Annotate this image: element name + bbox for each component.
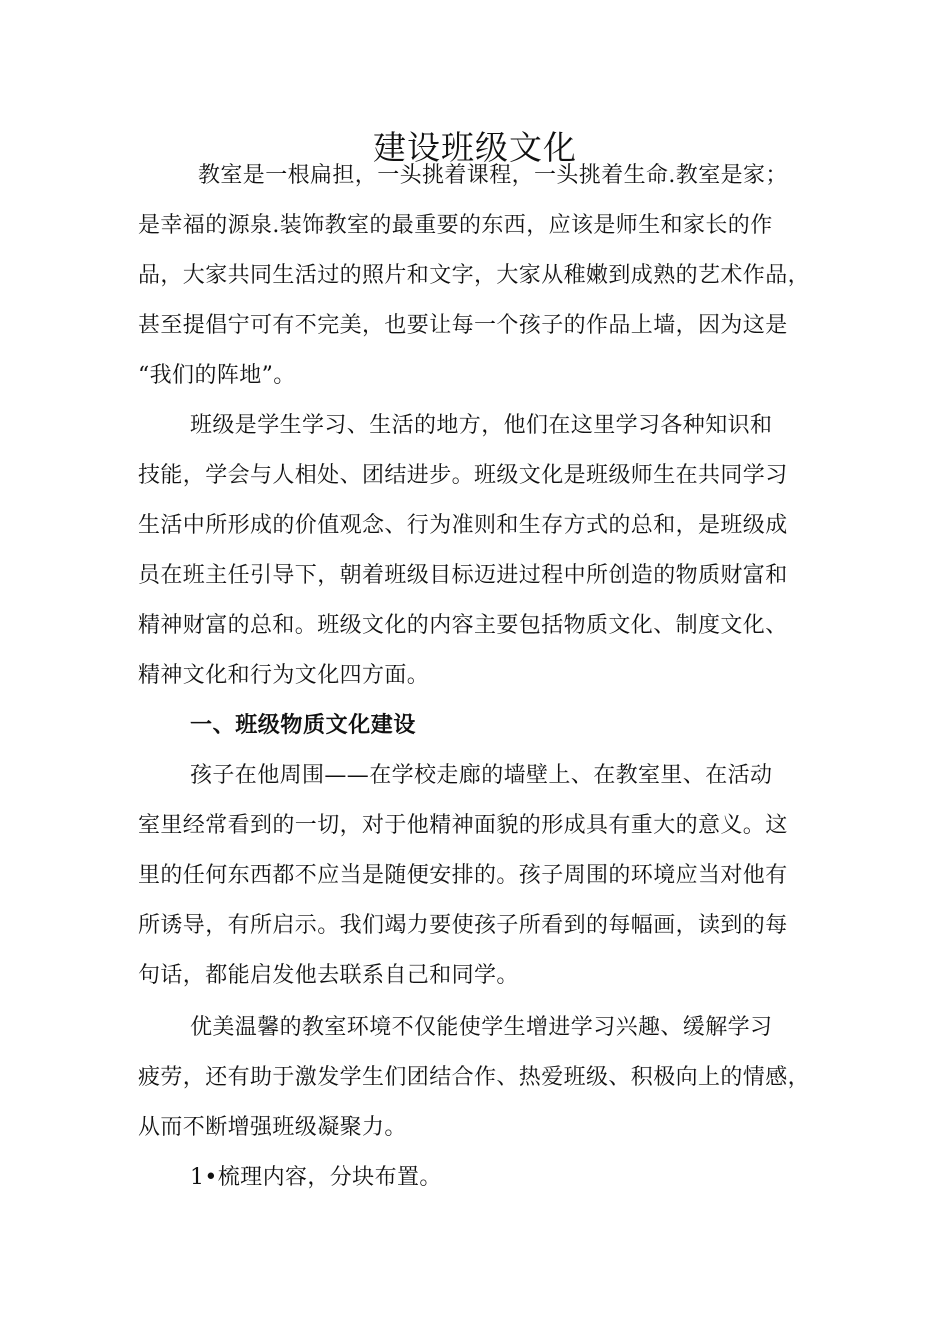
paragraph-line: 品，大家共同生活过的照片和文字，大家从稚嫩到成熟的艺术作品， <box>138 263 811 288</box>
paragraph-line: 疲劳，还有助于激发学生们团结合作、热爱班级、积极向上的情感， <box>138 1065 811 1090</box>
paragraph-line: 优美温馨的教室环境不仅能使学生增进学习兴趣、缓解学习 <box>190 1015 773 1040</box>
paragraph-line: 生活中所形成的价值观念、行为准则和生存方式的总和，是班级成 <box>138 513 788 538</box>
document-title: 建设班级文化 <box>373 128 577 168</box>
paragraph-line: 甚至提倡宁可有不完美，也要让每一个孩子的作品上墙，因为这是 <box>138 313 788 338</box>
paragraph-line: “我们的阵地”。 <box>138 363 296 388</box>
paragraph-line: 精神文化和行为文化四方面。 <box>138 663 430 688</box>
section-heading: 一、班级物质文化建设 <box>190 713 417 738</box>
paragraph-line: 是幸福的源泉.装饰教室的最重要的东西，应该是师生和家长的作 <box>138 213 773 238</box>
paragraph-line: 班级是学生学习、生活的地方，他们在这里学习各种知识和 <box>190 413 773 438</box>
paragraph-line: 精神财富的总和。班级文化的内容主要包括物质文化、制度文化、 <box>138 613 788 638</box>
paragraph-line: 员在班主任引导下，朝着班级目标迈进过程中所创造的物质财富和 <box>138 563 788 588</box>
paragraph-line: 技能，学会与人相处、团结进步。班级文化是班级师生在共同学习 <box>138 463 788 488</box>
paragraph-line: 孩子在他周围——在学校走廊的墙壁上、在教室里、在活动 <box>190 763 773 788</box>
paragraph-line: 里的任何东西都不应当是随便安排的。孩子周围的环境应当对他有 <box>138 863 788 888</box>
paragraph-line: 句话，都能启发他去联系自己和同学。 <box>138 963 519 988</box>
paragraph-line: 从而不断增强班级凝聚力。 <box>138 1115 407 1140</box>
paragraph-line: 教室是一根扁担，一头挑着课程，一头挑着生命.教室是家； <box>198 163 788 188</box>
paragraph-line: 所诱导，有所启示。我们竭力要使孩子所看到的每幅画，读到的每 <box>138 913 788 938</box>
list-item: 1•梳理内容，分块布置。 <box>190 1165 442 1190</box>
paragraph-line: 室里经常看到的一切，对于他精神面貌的形成具有重大的意义。这 <box>138 813 788 838</box>
